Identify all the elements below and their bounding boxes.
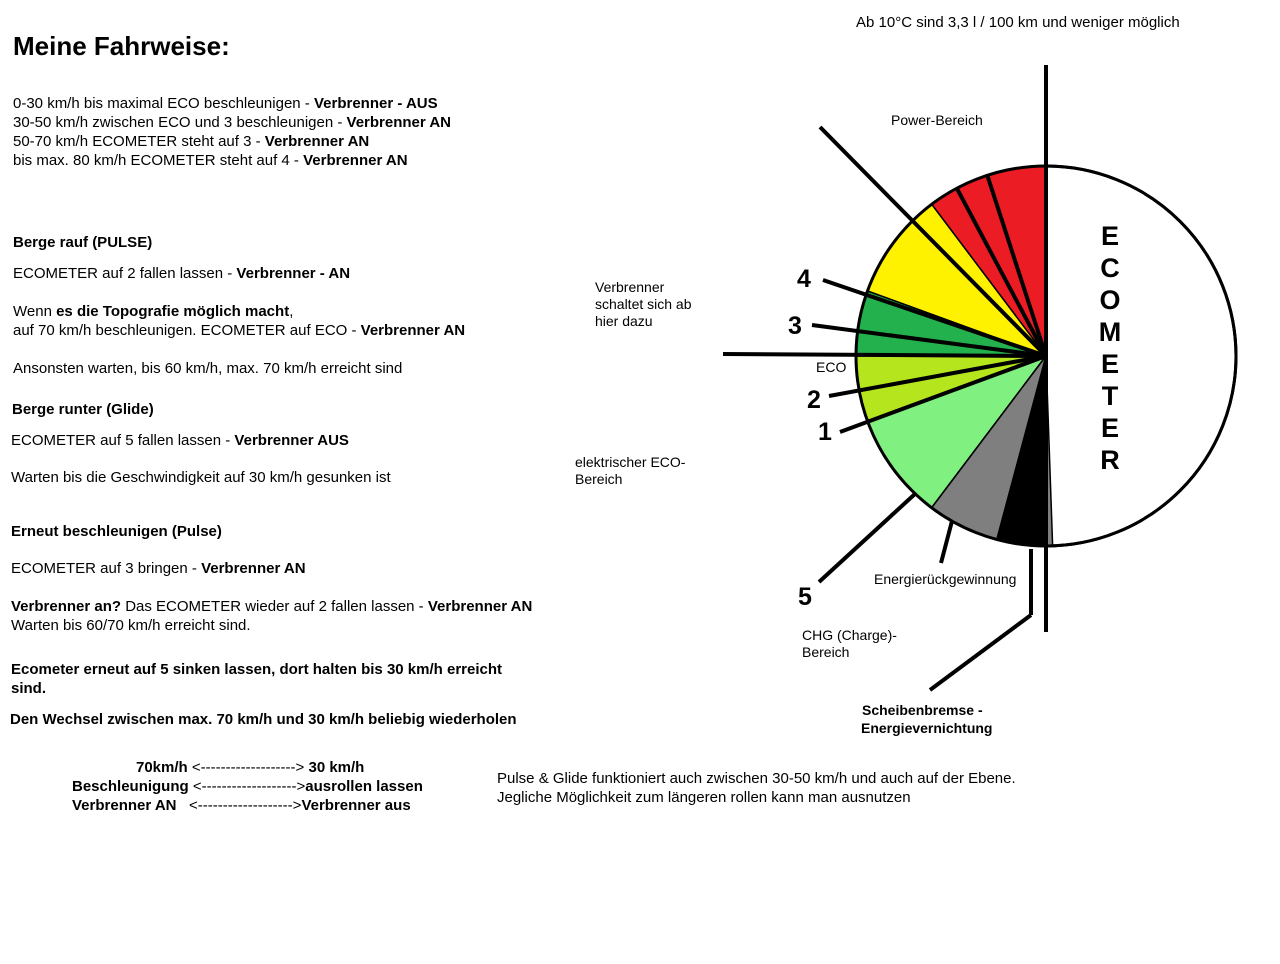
arrow-row-2: Beschleunigung <------------------->ausrollen lassen [72,778,423,795]
number-4: 4 [797,265,811,293]
ecometer-letter: T [1101,381,1119,411]
label-verbrenner-3: hier dazu [595,313,653,329]
label-verbrenner-1: Verbrenner [595,279,665,295]
label-eco: ECO [816,359,847,375]
intro-line-3: 50-70 km/h ECOMETER steht auf 3 - Verbrenner AN [13,133,370,150]
heading-berge-rauf: Berge rauf (PULSE) [13,234,153,251]
berge-runter-line-1: ECOMETER auf 5 fallen lassen - Verbrenner AUS [11,432,349,449]
berge-rauf-line-3: auf 70 km/h beschleunigen. ECOMETER auf ECO - Verbrenner AN [13,322,466,339]
berge-rauf-line-1: ECOMETER auf 2 fallen lassen - Verbrenner - AN [13,265,351,282]
ecometer-letter: R [1100,445,1120,475]
ecometer-letter: M [1098,317,1122,347]
number-5: 5 [798,583,812,611]
label-elektrischer-eco-2: Bereich [575,471,623,487]
number-3: 3 [788,312,802,340]
ecometer-white-half [1046,166,1236,546]
label-verbrenner-2: schaltet sich ab [595,296,692,312]
label-chg-1: CHG (Charge)- [802,627,897,643]
top-note: Ab 10°C sind 3,3 l / 100 km und weniger möglich [856,14,1180,31]
intro-line-2: 30-50 km/h zwischen ECO und 3 beschleunigen - Verbrenner AN [13,114,451,131]
number-1: 1 [818,418,832,446]
label-power-bereich: Power-Bereich [891,112,983,128]
erneut-line-1: ECOMETER auf 3 bringen - Verbrenner AN [11,560,306,577]
ecometer-letter: E [1100,349,1119,379]
arrow-row-1: 70km/h <-------------------> 30 km/h [136,759,365,776]
ecometer-letter: C [1100,253,1120,283]
berge-rauf-line-4: Ansonsten warten, bis 60 km/h, max. 70 km/h erreicht sind [13,360,403,377]
page-title: Meine Fahrweise: [13,31,230,61]
intro-line-1: 0-30 km/h bis maximal ECO beschleunigen - Verbrenner - AUS [13,95,438,112]
label-chg-2: Bereich [802,644,850,660]
erneut-bold-line-1: Ecometer erneut auf 5 sinken lassen, dort halten bis 30 km/h erreicht [11,661,503,678]
ecometer-vertical-label [1097,220,1123,476]
pointer-energie [941,521,952,563]
erneut-line-3: Warten bis 60/70 km/h erreicht sind. [11,617,251,634]
erneut-bold-line-2: sind. [11,680,47,697]
label-energierueckgewinnung: Energierückgewinnung [874,571,1017,587]
erneut-line-2: Verbrenner an? Das ECOMETER wieder auf 2 fallen lassen - Verbrenner AN [11,598,533,615]
heading-erneut: Erneut beschleunigen (Pulse) [11,523,222,540]
label-scheibenbremse-1: Scheibenbremse - [862,702,983,718]
berge-runter-line-2: Warten bis die Geschwindigkeit auf 30 km/h gesunken ist [11,469,391,486]
label-scheibenbremse-2: Energievernichtung [861,720,993,736]
number-2: 2 [807,386,821,414]
ecometer-letter: O [1099,285,1121,315]
pointer-eco [723,354,1046,356]
heading-berge-runter: Berge runter (Glide) [12,401,154,418]
pointer-5 [819,493,916,582]
pulse-note-line-1: Pulse & Glide funktioniert auch zwischen 30-50 km/h und auch auf der Ebene. [497,770,1016,787]
pointer-brake-diagonal [930,615,1031,690]
ecometer-letter: E [1100,413,1119,443]
intro-line-4: bis max. 80 km/h ECOMETER steht auf 4 - Verbrenner AN [13,152,408,169]
erneut-bold-line-3: Den Wechsel zwischen max. 70 km/h und 30 km/h beliebig wiederholen [10,711,517,728]
pulse-note-line-2: Jegliche Möglichkeit zum längeren rollen kann man ausnutzen [497,789,911,806]
berge-rauf-line-2: Wenn es die Topografie möglich macht, [13,303,294,320]
ecometer-letter: E [1100,221,1119,251]
label-elektrischer-eco-1: elektrischer ECO- [575,454,686,470]
arrow-row-3: Verbrenner AN <------------------->Verbrenner aus [72,797,411,814]
